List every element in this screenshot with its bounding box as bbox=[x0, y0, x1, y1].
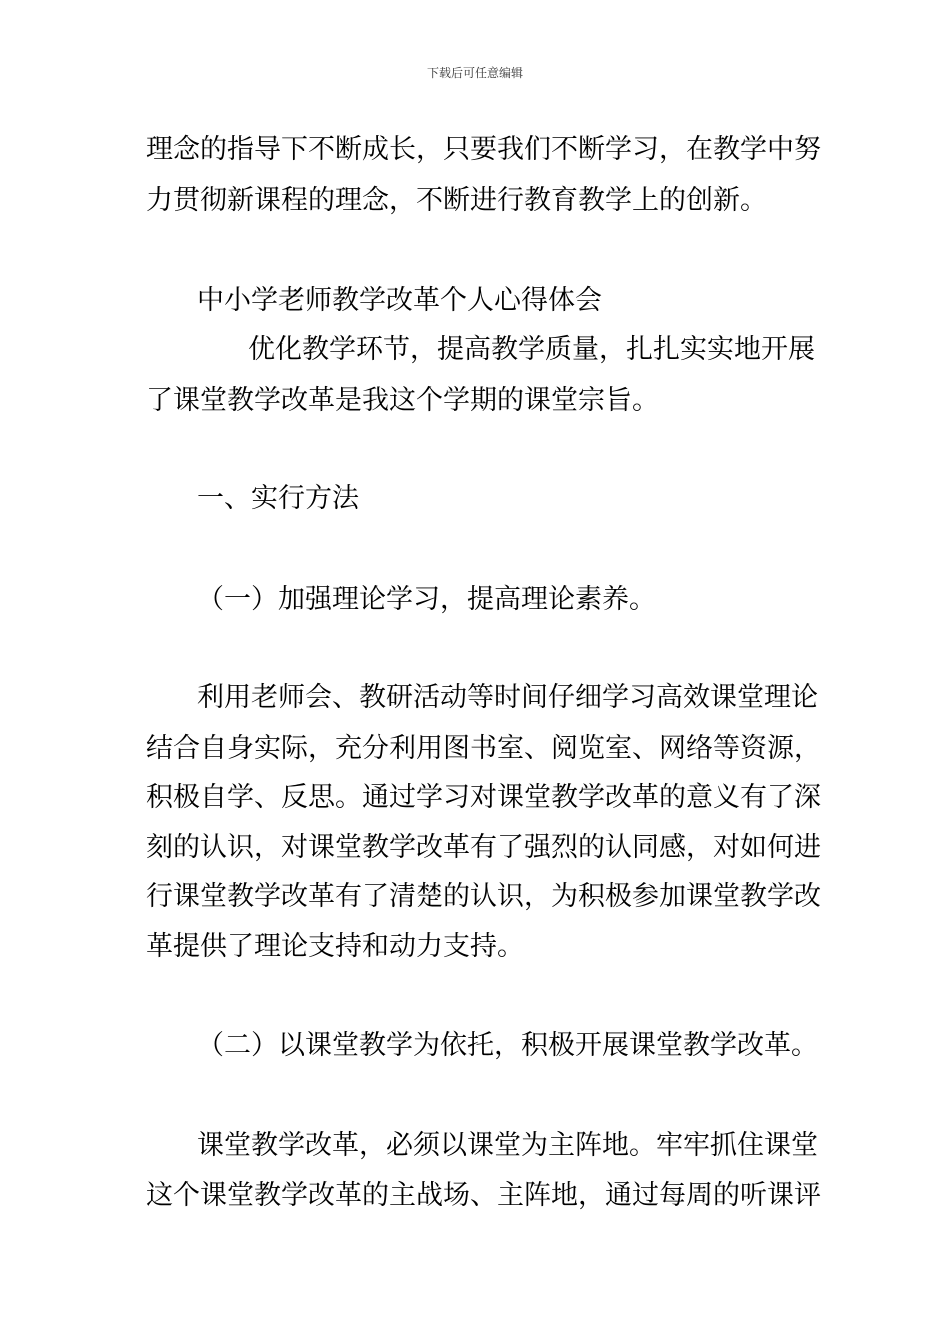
article-title: 中小学老师教学改革个人心得体会 bbox=[197, 285, 602, 316]
paragraph-line: 积极自学、反思。通过学习对课堂教学改革的意义有了深 bbox=[146, 782, 821, 813]
paragraph-line: 结合自身实际，充分利用图书室、阅览室、网络等资源， bbox=[146, 733, 821, 764]
paragraph-line: 课堂教学改革，必须以课堂为主阵地。牢牢抓住课堂 bbox=[197, 1130, 818, 1161]
paragraph-line: 这个课堂教学改革的主战场、主阵地，通过每周的听课评 bbox=[146, 1180, 821, 1211]
subsection-heading: （二）以课堂教学为依托，积极开展课堂教学改革。 bbox=[197, 1030, 818, 1061]
subsection-heading: （一）加强理论学习，提高理论素养。 bbox=[197, 584, 656, 615]
paragraph-line: 利用老师会、教研活动等时间仔细学习高效课堂理论 bbox=[197, 682, 818, 713]
page-header: 下载后可任意编辑 bbox=[426, 66, 523, 80]
paragraph-line: 刻的认识，对课堂教学改革有了强烈的认同感，对如何进 bbox=[146, 832, 821, 863]
section-heading: 一、实行方法 bbox=[197, 483, 359, 514]
paragraph-line: 力贯彻新课程的理念，不断进行教育教学上的创新。 bbox=[146, 185, 767, 216]
paragraph-line: 革提供了理论支持和动力支持。 bbox=[146, 931, 524, 962]
paragraph-line: 行课堂教学改革有了清楚的认识，为积极参加课堂教学改 bbox=[146, 881, 821, 912]
paragraph-line: 了课堂教学改革是我这个学期的课堂宗旨。 bbox=[146, 385, 659, 416]
paragraph-line: 理念的指导下不断成长，只要我们不断学习，在教学中努 bbox=[146, 134, 821, 165]
paragraph-line: 优化教学环节，提高教学质量，扎扎实实地开展 bbox=[248, 334, 815, 365]
